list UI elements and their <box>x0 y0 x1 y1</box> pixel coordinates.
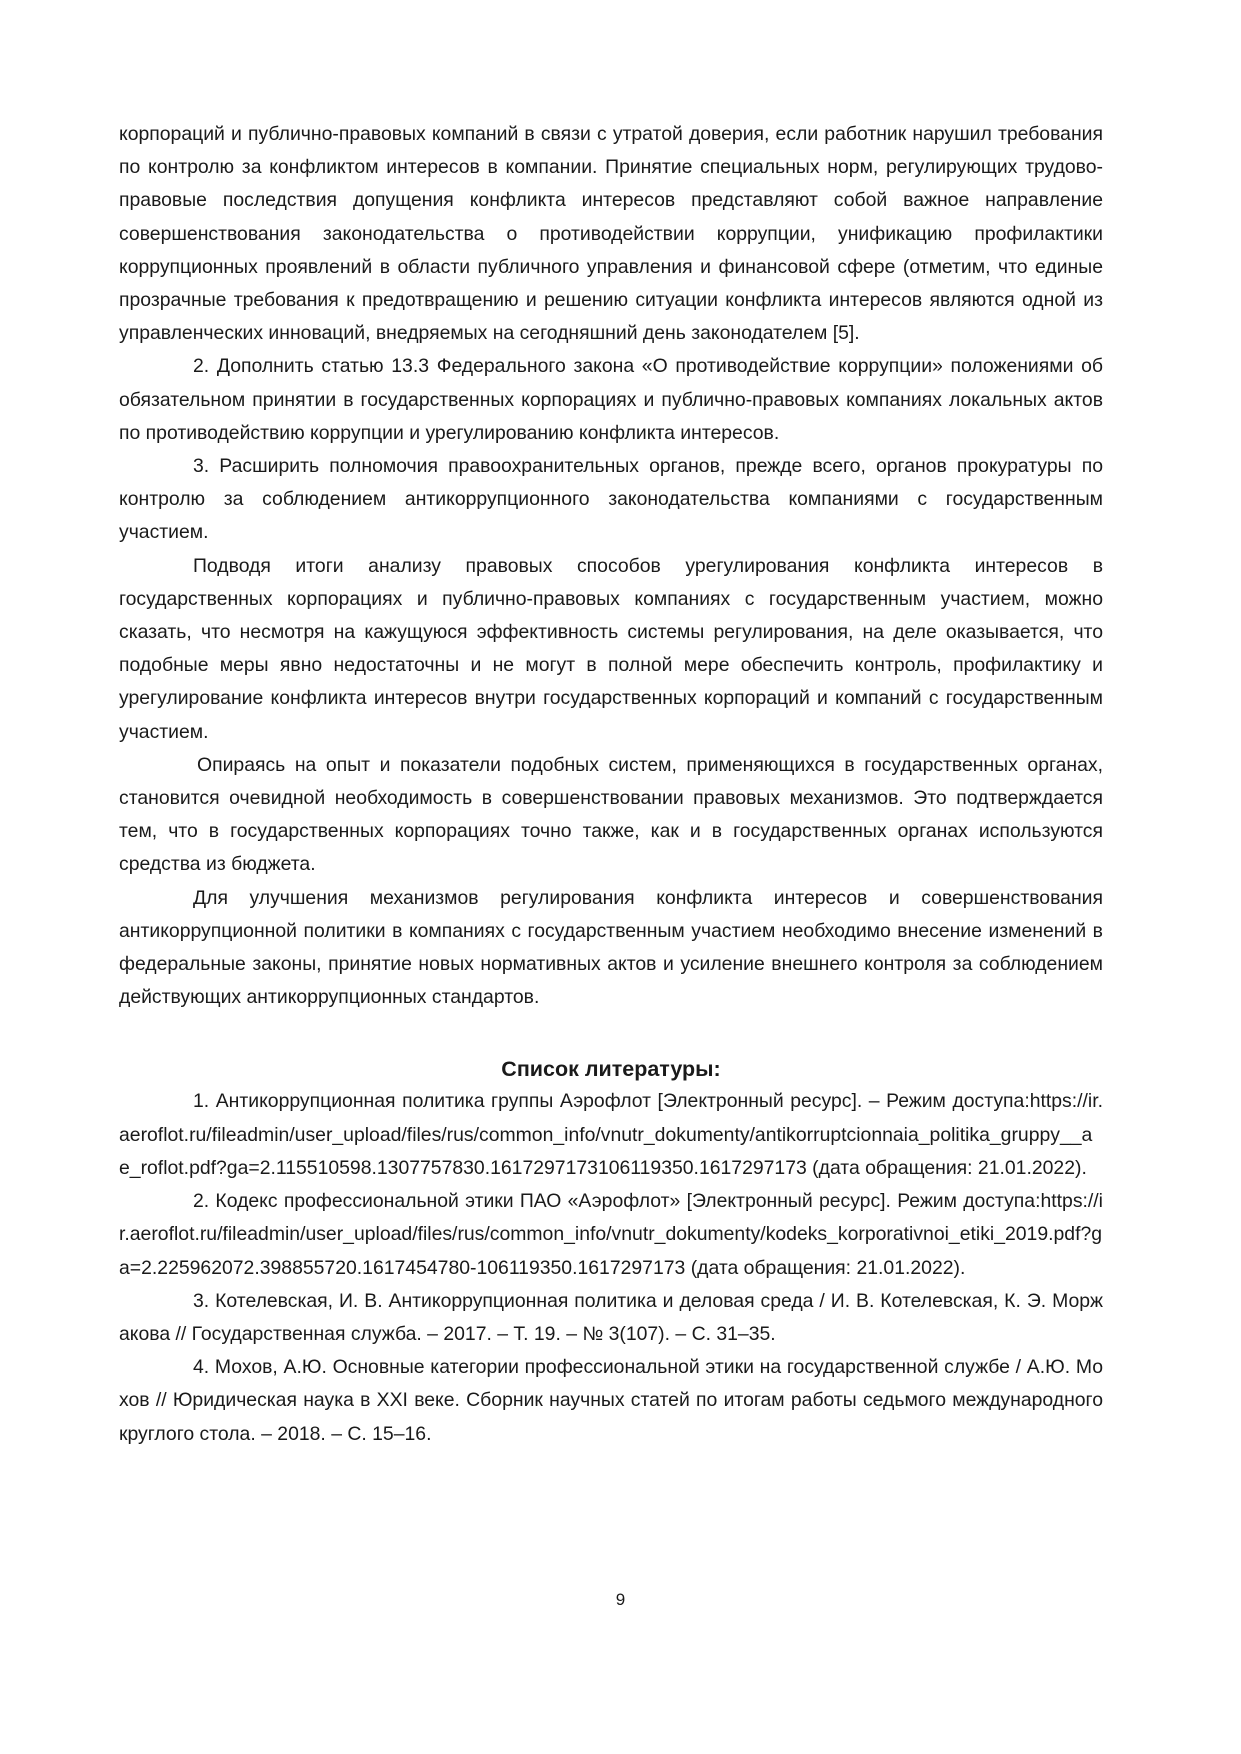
reference-item: 3. Котелевская, И. В. Антикоррупционная политика и деловая среда / И. В. Котелевская, К. Э. Моржакова // Государственная служба. – 2017. – Т. 19. – № 3(107). – С. 31–35. <box>119 1289 1103 1345</box>
body-paragraph-continuation: корпораций и публично-правовых компаний в связи с утратой доверия, если работник нарушил требования по контролю за конфликтом интересов в компании. Принятие специальных норм, регулирующих трудово-правовые последствия допущения конфликта интересов представляют собой важное направление совершенствования законодательства о противодействии коррупции, унификацию профилактики коррупционных проявлений в области публичного управления и финансовой сфере (отметим, что единые прозрачные требования к предотвращению и решению ситуации конфликта интересов являются одной из управленческих инноваций, внедряемых на сегодняшний день законодателем [5]. <box>119 123 1103 345</box>
reference-item: 1. Антикоррупционная политика группы Аэрофлот [Электронный ресурс]. – Режим доступа:https://ir.aeroflot.ru/fileadmin/user_upload/files/rus/common_info/vnutr_dokumenty/antikorruptcionnaia_politika_gruppy__ae_roflot.pdf?ga=2.115510598.1307757830.1617297173106119350.1617297173 (дата обращения: 21.01.2022). <box>119 1090 1103 1179</box>
body-paragraph-proposal-3: 3. Расширить полномочия правоохранительных органов, прежде всего, органов прокуратуры по контролю за соблюдением антикоррупционного законодательства компаниями с государственным участием. <box>119 455 1103 544</box>
reference-item: 2. Кодекс профессиональной этики ПАО «Аэрофлот» [Электронный ресурс]. Режим доступа:https://ir.aeroflot.ru/fileadmin/user_upload/files/rus/common_info/vnutr_dokumenty/kodeks_korporativnoi_etiki_2019.pdf?ga=2.225962072.398855720.1617454780-106119350.1617297173 (дата обращения: 21.01.2022). <box>119 1190 1103 1279</box>
references-heading: Список литературы: <box>501 1057 721 1082</box>
page-number: 9 <box>615 1590 626 1609</box>
document-page <box>119 118 1103 1451</box>
reference-item: 4. Мохов, А.Ю. Основные категории профессиональной этики на государственной службе / А.Ю. Мохов // Юридическая наука в XXI веке. Сборник научных статей по итогам работы седьмого международного круглого стола. – 2018. – С. 15–16. <box>119 1356 1103 1445</box>
body-paragraph-improvement: Для улучшения механизмов регулирования конфликта интересов и совершенствования антикоррупционной политики в компаниях с государственным участием необходимо внесение изменений в федеральные законы, принятие новых нормативных актов и усиление внешнего контроля за соблюдением действующих антикоррупционных стандартов. <box>119 886 1103 1009</box>
body-paragraph-proposal-2: 2. Дополнить статью 13.3 Федерального закона «О противодействие коррупции» положениями об обязательном принятии в государственных корпорациях и публично-правовых компаниях локальных актов по противодействию коррупции и урегулированию конфликта интересов. <box>119 355 1103 444</box>
body-paragraph-experience: Опираясь на опыт и показатели подобных систем, применяющихся в государственных органах, становится очевидной необходимость в совершенствовании правовых механизмов. Это подтверждается тем, что в государственных корпорациях точно также, как и в государственных органах используются средства из бюджета. <box>119 753 1103 876</box>
body-paragraph-conclusion: Подводя итоги анализу правовых способов урегулирования конфликта интересов в государственных корпорациях и публично-правовых компаниях с государственным участием, можно сказать, что несмотря на кажущуюся эффективность системы регулирования, на деле оказывается, что подобные меры явно недостаточны и не могут в полной мере обеспечить контроль, профилактику и урегулирование конфликта интересов внутри государственных корпораций и компаний с государственным участием. <box>119 554 1103 743</box>
